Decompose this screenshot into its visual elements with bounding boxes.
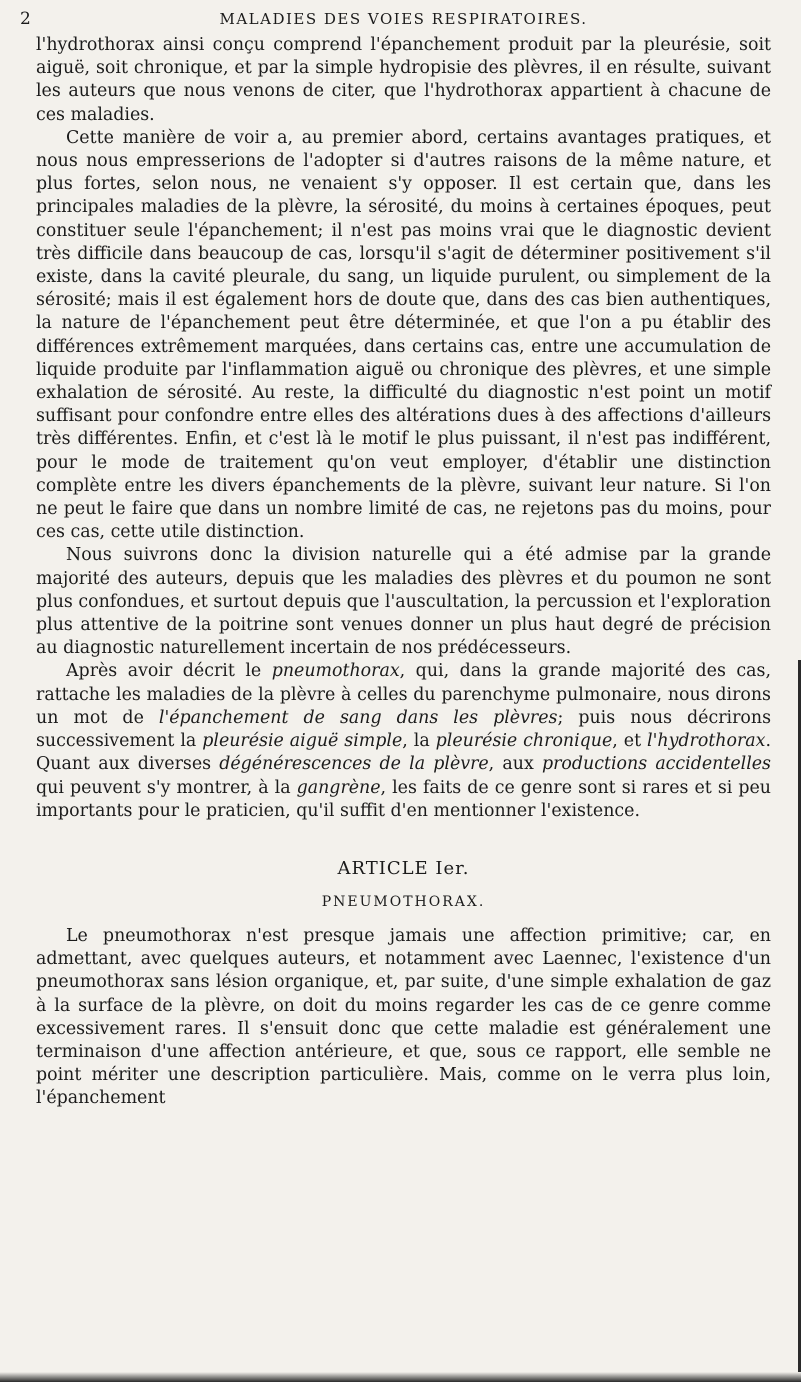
paragraph-natural-division: Nous suivrons donc la division naturelle qui a été admise par la grande majorité des auteurs, depuis que les maladies des plèvres et du poumon ne sont plus confondues, et surtout depuis que l'auscultation, la percussion et l'exploration plus attentive de la poitrine sont venues donner un plus haut degré de précision au diagnostic naturellement incertain de nos prédécesseurs. [36,545,771,659]
paragraph-pneumothorax: Le pneumothorax n'est presque jamais une affection primitive; car, en admettant, avec quelques auteurs, et notamment avec Laennec, l'existence d'un pneumothorax sans lésion organique, et, par suite, d'une simple exhalation de gaz à la surface de la plèvre, on doit du moins regarder les cas de ce genre comme excessivement rares. Il s'ensuit donc que cette maladie est généralement une terminaison d'une affection antérieure, et que, sous ce rapport, elle semble ne point mériter une description particulière. Mais, comme on le verra plus loin, l'épanchement [36,925,771,1109]
paragraph-plan-of-description [36,660,771,822]
text-run: Après avoir décrit le [66,661,272,682]
article-heading: ARTICLE Ier. [337,857,470,879]
italic-term: dégénérescences de la plèvre [219,754,489,775]
text-run: ; puis nous décrirons successivement la [36,707,771,752]
text-run: , aux [488,754,542,775]
text-run: , qui, dans la grande majorité des cas, rattache les maladies de la plèvre à celles du parenchyme pulmonaire, nous dirons un mot de [36,661,771,728]
text-run: , et [612,731,648,752]
italic-term: pneumothorax [271,661,400,682]
article-subheading: PNEUMOTHORAX. [321,893,486,910]
italic-term: pleurésie chronique [435,731,613,752]
text-run: qui peuvent s'y montrer, à la [36,777,297,798]
page-header [20,4,771,34]
text-run: . Quant aux diverses [36,731,771,775]
paragraph-manner-of-viewing: Cette manière de voir a, au premier abord, certains avantages pratiques, et nous nous empresserions de l'adopter si d'autres raisons de la même nature, et plus fortes, selon nous, ne venaient s'y opposer. Il est certain que, dans les principales maladies de la plèvre, la sérosité, du moins à certaines époques, peut constituer seule l'épanchement; il n'est pas moins vrai que le diagnostic devient très difficile dans beaucoup de cas, lorsqu'il s'agit de déterminer positivement s'il existe, dans la cavité pleurale, du sang, un liquide purulent, ou simplement de la sérosité; mais il est également hors de doute que, dans des cas bien authentiques, la nature de l'épanchement peut être déterminée, et que l'on a pu établir des différences extrêmement marquées, dans certains cas, entre une accumulation de liquide produite par l'inflammation aiguë ou chronique des plèvres, et une simple exhalation de sérosité. Au reste, la difficulté du diagnostic n'est point un motif suffisant pour confondre entre elles des altérations dues à des affections d'ailleurs très différentes. Enfin, et c'est là le motif le plus puissant, il n'est pas indifférent, pour le mode de traitement qu'on veut employer, d'établir une distinction complète entre les divers épanchements de la plèvre, suivant leur nature. Si l'on ne peut le faire que dans un nombre limité de cas, ne rejetons pas du moins, pour ces cas, cette utile distinction. [36,127,771,543]
italic-term: l'hydrothorax [647,731,766,752]
italic-term: productions accidentelles [541,754,771,775]
text-run: , les faits de ce genre sont si rares et si peu importants pour le praticien, qu'il suffit d'en mentionner l'existence. [36,777,771,821]
italic-term: l'épanchement de sang dans les plèvres [158,707,558,728]
italic-term: pleurésie aiguë simple [202,731,403,752]
page-bottom-shadow [0,1372,801,1382]
paragraph-continuation: l'hydrothorax ainsi conçu comprend l'épanchement produit par la pleurésie, soit aiguë, soit chronique, et par la simple hydropisie des plèvres, il en résulte, suivant les auteurs que nous venons de citer, que l'hydrothorax appartient à chacune de ces maladies. [36,35,771,125]
page-number: 2 [20,9,33,29]
running-title: MALADIES DES VOIES RESPIRATOIRES. [219,10,588,28]
italic-term: gangrène [296,777,381,798]
text-run: , la [402,731,436,752]
